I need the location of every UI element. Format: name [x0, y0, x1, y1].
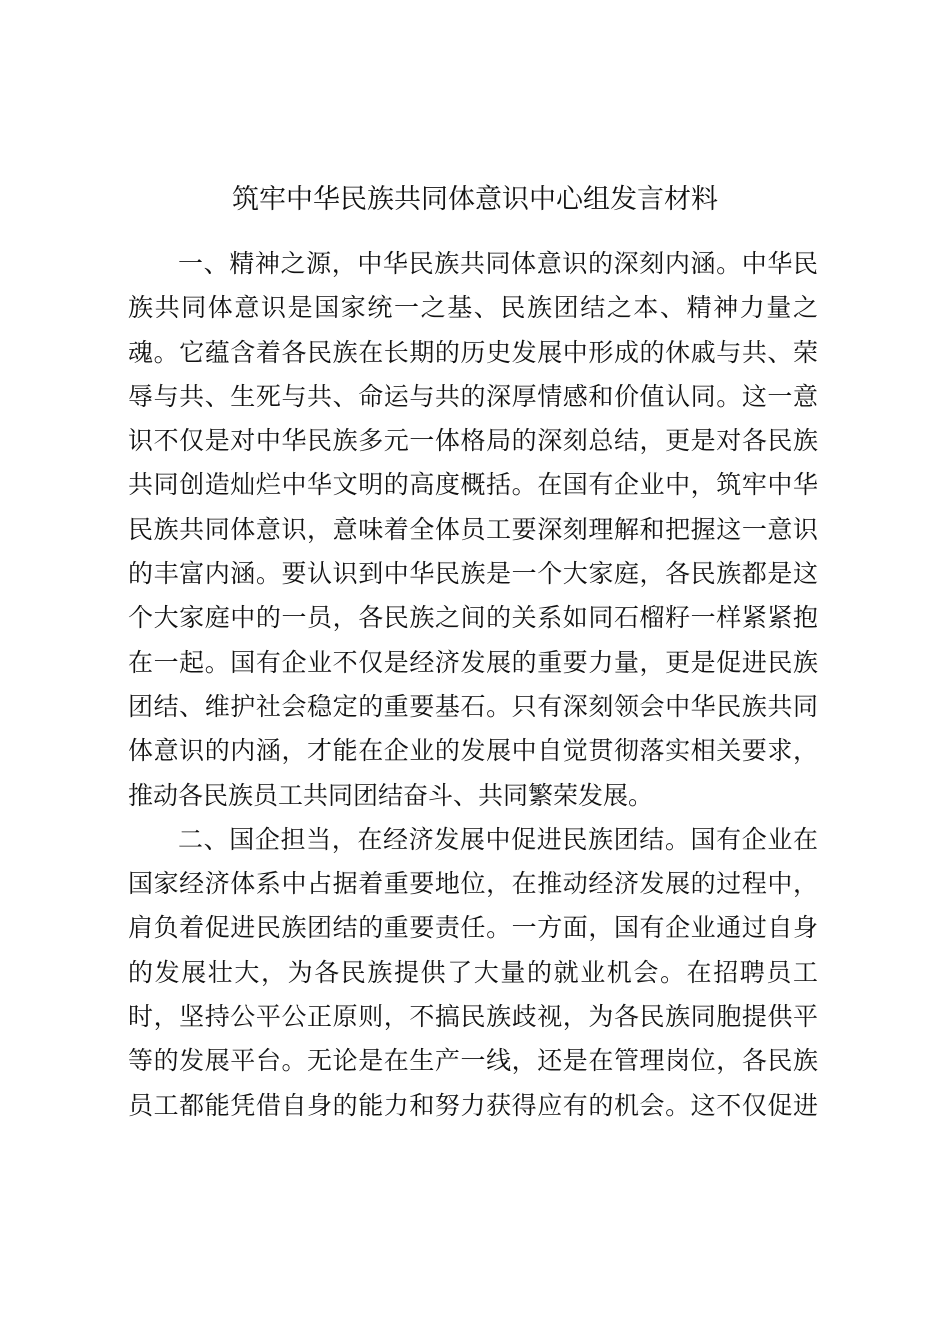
paragraph-1-line-7: 民族共同体意识，意味着全体员工要深刻理解和把握这一意识 [128, 514, 818, 544]
paragraph-2-line-4: 的发展壮大，为各民族提供了大量的就业机会。在招聘员工 [128, 957, 818, 987]
paragraph-1-line-11: 团结、维护社会稳定的重要基石。只有深刻领会中华民族共同 [128, 691, 818, 721]
paragraph-1-line-10: 在一起。国有企业不仅是经济发展的重要力量，更是促进民族 [128, 647, 818, 677]
paragraph-2-line-7: 员工都能凭借自身的能力和努力获得应有的机会。这不仅促进 [128, 1090, 818, 1120]
paragraph-1-line-4: 辱与共、生死与共、命运与共的深厚情感和价值认同。这一意 [128, 381, 818, 411]
paragraph-2-line-2: 国家经济体系中占据着重要地位，在推动经济发展的过程中， [128, 869, 818, 899]
document-title: 筑牢中华民族共同体意识中心组发言材料 [232, 184, 718, 215]
paragraph-2-line-5: 时，坚持公平公正原则，不搞民族歧视，为各民族同胞提供平 [128, 1002, 818, 1032]
paragraph-1-line-6: 共同创造灿烂中华文明的高度概括。在国有企业中，筑牢中华 [128, 470, 818, 500]
paragraph-2-line-1: 二、国企担当，在经济发展中促进民族团结。国有企业在 [178, 824, 818, 854]
paragraph-1-line-9: 个大家庭中的一员，各民族之间的关系如同石榴籽一样紧紧抱 [128, 603, 818, 633]
paragraph-1-line-13: 推动各民族员工共同团结奋斗、共同繁荣发展。 [128, 780, 654, 810]
paragraph-2-line-3: 肩负着促进民族团结的重要责任。一方面，国有企业通过自身 [128, 913, 818, 943]
paragraph-1-line-8: 的丰富内涵。要认识到中华民族是一个大家庭，各民族都是这 [128, 559, 818, 589]
document-body [128, 242, 818, 1128]
paragraph-1-line-2: 族共同体意识是国家统一之基、民族团结之本、精神力量之 [128, 293, 818, 323]
paragraph-2-line-6: 等的发展平台。无论是在生产一线，还是在管理岗位，各民族 [128, 1046, 818, 1076]
paragraph-1-line-1: 一、精神之源，中华民族共同体意识的深刻内涵。中华民 [178, 249, 818, 278]
paragraph-1-line-12: 体意识的内涵，才能在企业的发展中自觉贯彻落实相关要求， [128, 736, 818, 766]
paragraph-1-line-5: 识不仅是对中华民族多元一体格局的深刻总结，更是对各民族 [128, 426, 818, 456]
paragraph-1-line-3: 魂。它蕴含着各民族在长期的历史发展中形成的休戚与共、荣 [128, 337, 818, 367]
